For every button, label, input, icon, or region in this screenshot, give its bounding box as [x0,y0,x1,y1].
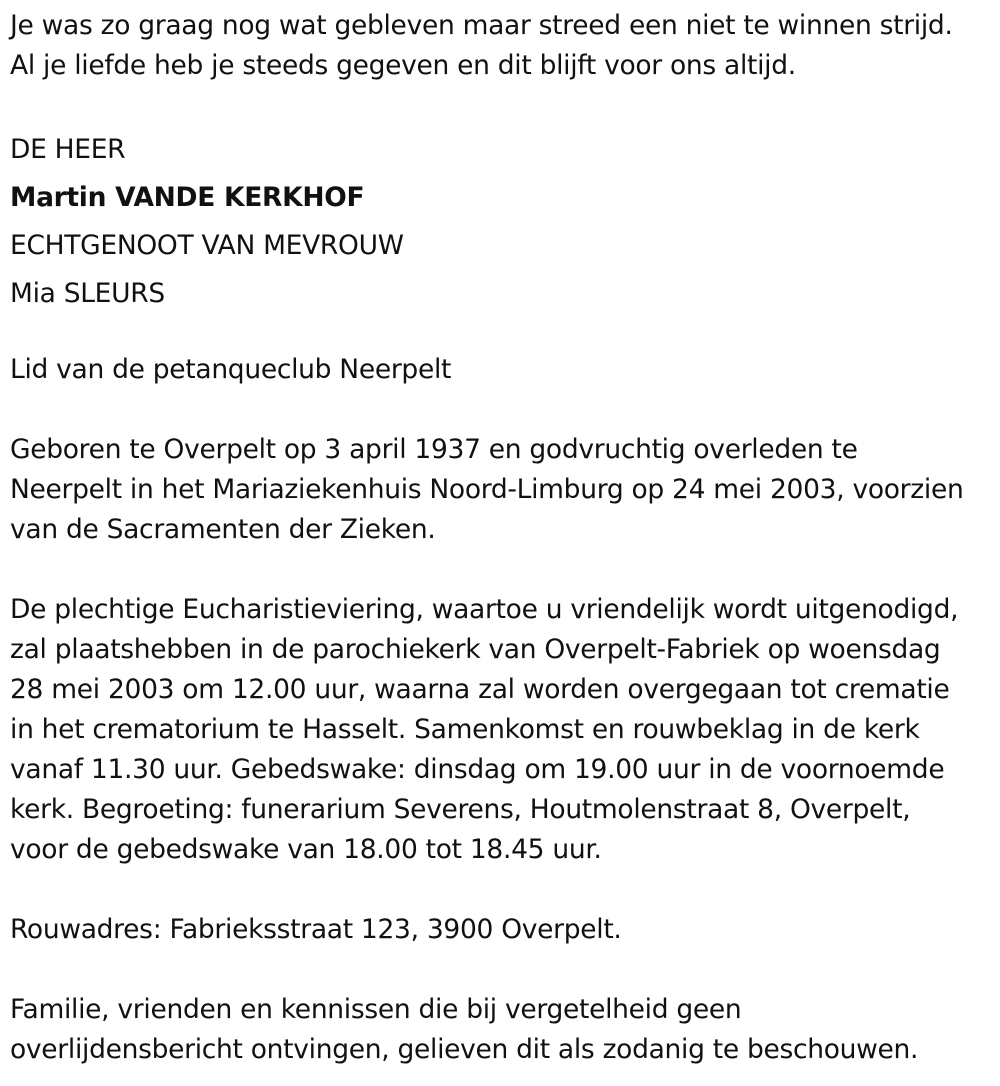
spacer [10,550,995,590]
spacer [10,86,995,126]
spacer [10,390,995,430]
intro-verse [10,6,995,86]
spacer [10,870,995,910]
deceased-name: Martin VANDE KERKHOF [10,182,365,213]
spouse-name: Mia SLEURS [10,278,165,309]
relation-label: ECHTGENOOT VAN MEVROUW [10,230,404,261]
birth-death-line-3: van de Sacramenten der Zieken. [10,514,436,545]
membership-paragraph [10,350,995,390]
intro-line-2: Al je liefde heb je steeds gegeven en dit blijft voor ons altijd. [10,50,796,81]
birth-death-line-2: Neerpelt in het Mariaziekenhuis Noord-Limburg op 24 mei 2003, voorzien [10,474,964,505]
membership-line: Lid van de petanqueclub Neerpelt [10,354,452,385]
spacer [10,950,995,990]
address-paragraph [10,910,995,950]
birth-death-line-1: Geboren te Overpelt op 3 april 1937 en godvruchtig overleden te [10,434,858,465]
spacer [10,318,995,350]
intro-line-1: Je was zo graag nog wat gebleven maar streed een niet te winnen strijd. [10,10,953,41]
ceremony-paragraph [10,590,995,870]
ceremony-line-2: zal plaatshebben in de parochiekerk van Overpelt-Fabriek op woensdag [10,634,941,665]
ceremony-line-7: voor de gebedswake van 18.00 tot 18.45 uur. [10,834,602,865]
closing-line-2: overlijdensbericht ontvingen, gelieven dit als zodanig te beschouwen. [10,1034,919,1065]
birth-death-paragraph [10,430,995,550]
obituary-notice [10,6,995,1070]
closing-line-1: Familie, vrienden en kennissen die bij vergetelheid geen [10,994,742,1025]
address-line: Rouwadres: Fabrieksstraat 123, 3900 Overpelt. [10,914,622,945]
closing-paragraph [10,990,995,1070]
ceremony-line-6: kerk. Begroeting: funerarium Severens, Houtmolenstraat 8, Overpelt, [10,794,911,825]
ceremony-line-5: vanaf 11.30 uur. Gebedswake: dinsdag om 19.00 uur in de voornoemde [10,754,945,785]
heading-title: DE HEER [10,134,126,165]
ceremony-line-1: De plechtige Eucharistieviering, waartoe u vriendelijk wordt uitgenodigd, [10,594,959,625]
deceased-heading [10,126,995,318]
ceremony-line-3: 28 mei 2003 om 12.00 uur, waarna zal worden overgegaan tot crematie [10,674,950,705]
ceremony-line-4: in het crematorium te Hasselt. Samenkomst en rouwbeklag in de kerk [10,714,920,745]
